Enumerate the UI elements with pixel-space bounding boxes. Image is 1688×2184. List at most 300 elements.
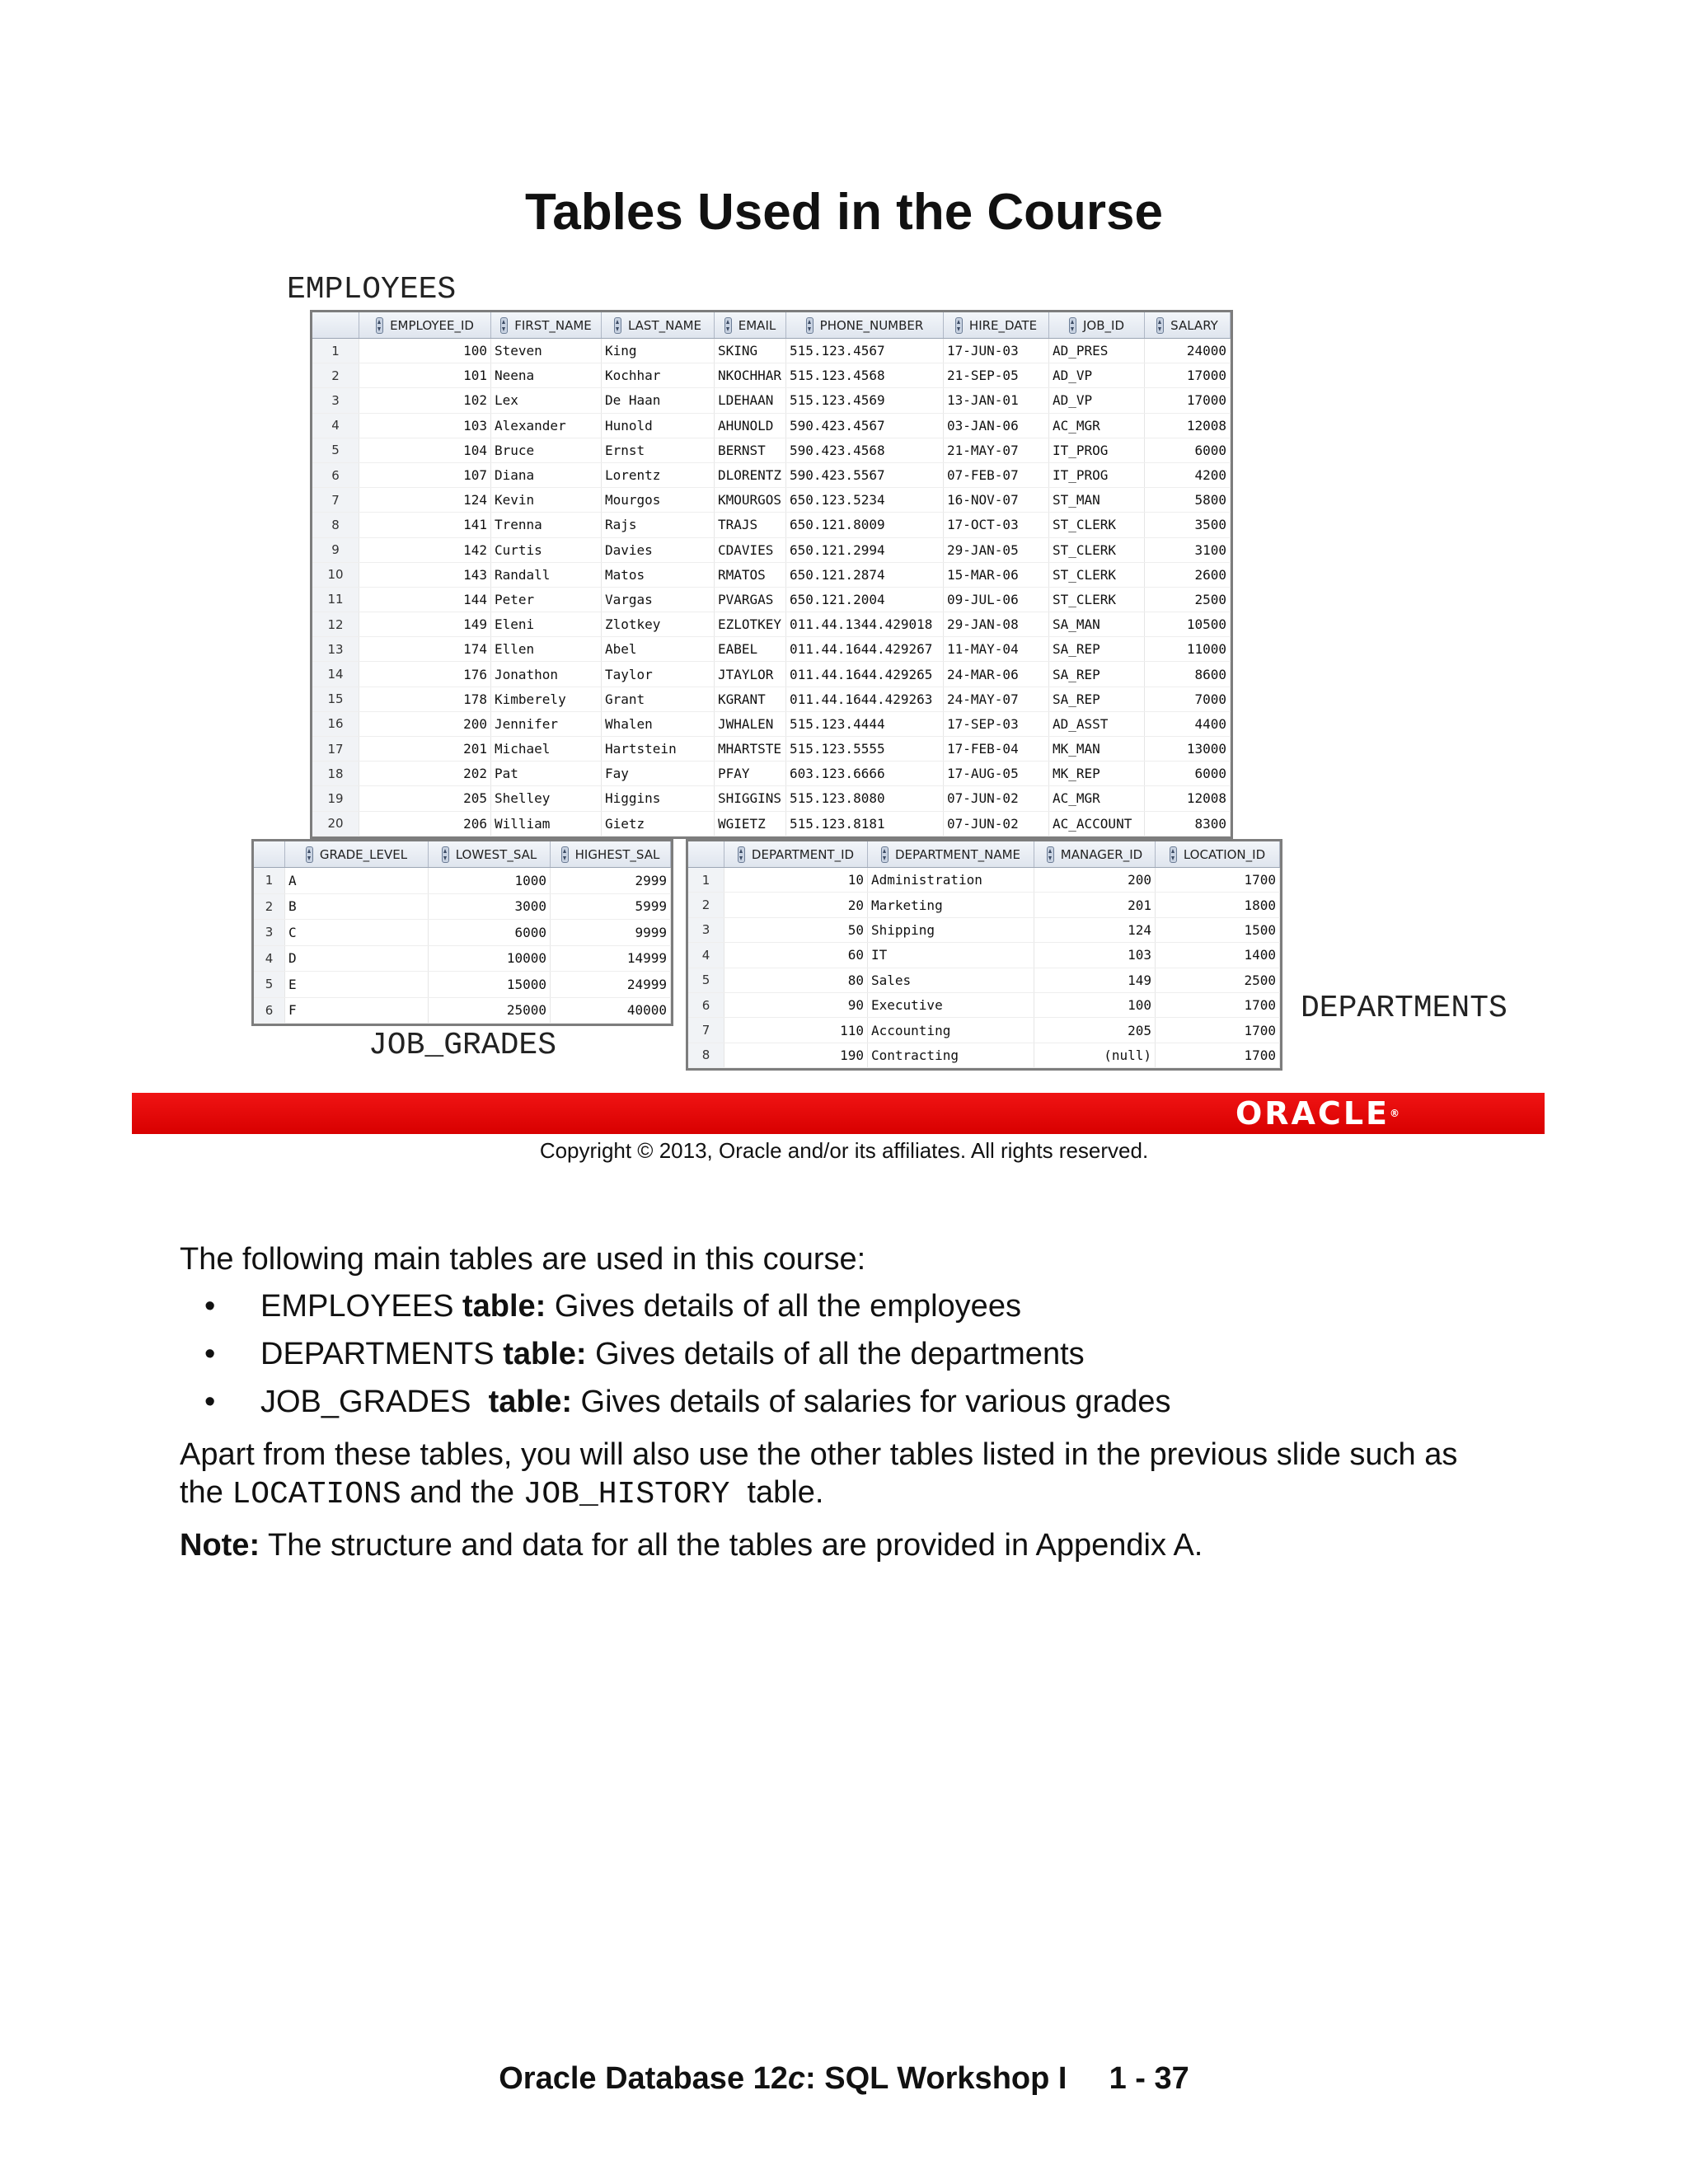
apart-text-b: and the [401,1475,523,1510]
bullet-code: DEPARTMENTS [260,1337,495,1371]
table-cell: 141 [359,513,491,537]
table-cell: 142 [359,538,491,562]
table-cell: 10500 [1145,612,1231,636]
bullet-text: Gives details of all the employees [546,1289,1021,1324]
table-cell: 201 [359,737,491,761]
table-cell: Whalen [602,712,715,736]
table-cell: 25000 [429,998,551,1024]
table-cell: 07-FEB-07 [944,463,1049,487]
row-number: 4 [312,414,359,438]
table-cell: 10 [724,868,868,892]
table-cell: NKOCHHAR [715,363,786,387]
table-cell: Trenna [491,513,602,537]
table-cell: AHUNOLD [715,414,786,438]
column-label: DEPARTMENT_NAME [894,846,1021,862]
row-number-header [688,841,724,867]
table-cell: 205 [1034,1018,1156,1042]
table-cell: Executive [868,993,1034,1017]
bullet-label: table: [480,1385,572,1419]
table-cell: Diana [491,463,602,487]
table-row[interactable] [688,918,1280,943]
table-cell: 21-SEP-05 [944,363,1049,387]
table-row[interactable] [312,737,1231,762]
table-cell: 144 [359,588,491,612]
table-cell: (null) [1034,1043,1156,1067]
sort-icon[interactable] [738,846,745,863]
table-cell: 650.123.5234 [786,488,944,512]
table-cell: 1700 [1156,868,1280,892]
table-cell: 107 [359,463,491,487]
row-number: 6 [254,998,285,1024]
table-cell: 650.121.2004 [786,588,944,612]
row-number: 2 [312,363,359,387]
bullet-dot: • [204,1385,216,1419]
table-cell: 143 [359,563,491,587]
table-cell: TRAJS [715,513,786,537]
table-cell: 07-JUN-02 [944,786,1049,810]
table-cell: AC_MGR [1049,414,1145,438]
table-cell: Pat [491,762,602,785]
column-header-department-id[interactable] [724,841,868,867]
table-cell: 3500 [1145,513,1231,537]
table-cell: ST_CLERK [1049,538,1145,562]
bullet-code: EMPLOYEES [260,1289,454,1324]
column-label: JOB_ID [1083,317,1124,333]
apart-text-c: table. [729,1475,824,1510]
row-number: 3 [312,388,359,412]
sort-icon[interactable] [724,317,732,334]
row-number: 9 [312,538,359,562]
table-cell: AD_ASST [1049,712,1145,736]
table-cell: 590.423.5567 [786,463,944,487]
table-cell: Higgins [602,786,715,810]
table-row[interactable] [312,438,1231,463]
row-number: 18 [312,762,359,785]
column-label: FIRST_NAME [514,317,592,333]
table-cell: Shipping [868,918,1034,942]
table-cell: 4200 [1145,463,1231,487]
table-cell: 590.423.4568 [786,438,944,462]
table-cell: PFAY [715,762,786,785]
column-header-manager-id[interactable] [1034,841,1156,867]
table-cell: William [491,812,602,836]
table-cell: Jennifer [491,712,602,736]
table-cell: 2500 [1156,968,1280,992]
table-cell: Davies [602,538,715,562]
column-label: EMAIL [738,317,776,333]
table-cell: 9999 [551,920,671,945]
table-row[interactable] [312,712,1231,737]
table-cell: 13000 [1145,737,1231,761]
table-cell: 104 [359,438,491,462]
table-row[interactable] [688,1018,1280,1043]
table-row[interactable] [312,637,1231,662]
column-label: EMPLOYEE_ID [390,317,474,333]
column-label: LAST_NAME [627,317,702,333]
table-row[interactable] [312,563,1231,588]
table-cell: Marketing [868,893,1034,916]
copyright-notice: Copyright © 2013, Oracle and/or its affiliates. All rights reserved. [539,1138,1149,1163]
table-row[interactable] [254,894,671,921]
table-cell: 176 [359,662,491,686]
row-number: 10 [312,563,359,587]
table-cell: EZLOTKEY [715,612,786,636]
table-cell: 29-JAN-05 [944,538,1049,562]
table-cell: Hunold [602,414,715,438]
sort-icon[interactable] [806,317,814,334]
table-cell: SKING [715,339,786,363]
table-cell: ST_CLERK [1049,513,1145,537]
column-label: HIGHEST_SAL [574,846,660,862]
table-cell: Kevin [491,488,602,512]
sort-icon[interactable] [881,846,889,863]
column-header-department-name[interactable] [868,841,1034,867]
table-cell: SA_REP [1049,662,1145,686]
table-cell: 24-MAY-07 [944,687,1049,711]
table-cell: Sales [868,968,1034,992]
table-cell: 103 [1034,943,1156,967]
header-row [254,841,671,868]
table-cell: 1000 [429,868,551,893]
row-number: 4 [254,946,285,972]
header-row [312,312,1231,339]
table-cell: Accounting [868,1018,1034,1042]
table-cell: AD_VP [1049,388,1145,412]
table-row[interactable] [312,488,1231,513]
column-label: DEPARTMENT_ID [751,846,855,862]
oracle-logo: ORACLE® [1235,1095,1400,1132]
table-cell: 100 [1034,993,1156,1017]
row-number: 14 [312,662,359,686]
table-cell: 12008 [1145,786,1231,810]
table-cell: Rajs [602,513,715,537]
table-cell: De Haan [602,388,715,412]
table-cell: 8600 [1145,662,1231,686]
row-number: 2 [254,894,285,920]
table-cell: 2999 [551,868,671,893]
bullet-dot: • [204,1289,216,1324]
column-label: MANAGER_ID [1060,846,1143,862]
table-cell: 6000 [1145,438,1231,462]
table-cell: C [285,920,429,945]
row-number: 3 [688,918,724,942]
table-row[interactable] [312,363,1231,388]
table-cell: King [602,339,715,363]
table-cell: 149 [359,612,491,636]
table-row[interactable] [312,414,1231,438]
oracle-banner [132,1093,1545,1134]
table-row[interactable] [312,339,1231,363]
table-cell: 50 [724,918,868,942]
table-cell: 10000 [429,946,551,972]
table-cell: 14999 [551,946,671,972]
row-number-header [254,841,285,867]
column-header-job-id[interactable] [1049,312,1145,338]
row-number: 7 [688,1018,724,1042]
sort-icon[interactable] [500,317,508,334]
notes-apart-paragraph [180,1436,1548,1514]
note-paragraph [180,1526,1548,1564]
table-cell: Administration [868,868,1034,892]
column-header-employee-id[interactable] [359,312,491,338]
table-cell: 24999 [551,972,671,997]
table-row[interactable] [688,968,1280,993]
sort-icon[interactable] [561,846,569,863]
table-cell: 650.121.2994 [786,538,944,562]
table-cell: 80 [724,968,868,992]
table-row[interactable] [312,812,1231,837]
table-cell: RMATOS [715,563,786,587]
column-label: LOWEST_SAL [455,846,537,862]
table-row[interactable] [312,588,1231,612]
table-cell: 07-JUN-02 [944,812,1049,836]
table-row[interactable] [312,786,1231,811]
row-number-header [312,312,359,338]
table-row[interactable] [254,920,671,946]
sort-icon[interactable] [1170,846,1177,863]
table-cell: 24000 [1145,339,1231,363]
sort-icon[interactable] [442,846,449,863]
table-cell: 16-NOV-07 [944,488,1049,512]
table-cell: 03-JAN-06 [944,414,1049,438]
table-cell: 102 [359,388,491,412]
table-cell: SA_REP [1049,687,1145,711]
table-cell: 1400 [1156,943,1280,967]
table-cell: 11-MAY-04 [944,637,1049,661]
table-cell: Eleni [491,612,602,636]
table-cell: 190 [724,1043,868,1067]
apart-text-a: the [180,1475,232,1510]
row-number: 5 [254,972,285,997]
table-cell: IT_PROG [1049,438,1145,462]
table-cell: 21-MAY-07 [944,438,1049,462]
table-cell: E [285,972,429,997]
table-cell: 011.44.1344.429018 [786,612,944,636]
row-number: 17 [312,737,359,761]
table-cell: 6000 [429,920,551,945]
column-label: LOCATION_ID [1183,846,1266,862]
bullet-text: Gives details of all the departments [586,1337,1085,1371]
table-cell: 1500 [1156,918,1280,942]
table-cell: 174 [359,637,491,661]
table-cell: F [285,998,429,1024]
row-number: 12 [312,612,359,636]
row-number: 6 [312,463,359,487]
table-cell: 178 [359,687,491,711]
table-cell: IT [868,943,1034,967]
table-cell: Curtis [491,538,602,562]
table-cell: 17-FEB-04 [944,737,1049,761]
note-text: The structure and data for all the tables are provided in Appendix A. [260,1528,1203,1563]
table-cell: 1800 [1156,893,1280,916]
column-header-phone-number[interactable] [786,312,944,338]
table-cell: 100 [359,339,491,363]
row-number: 11 [312,588,359,612]
table-cell: 590.423.4567 [786,414,944,438]
table-cell: EABEL [715,637,786,661]
table-cell: 515.123.4444 [786,712,944,736]
column-header-first-name[interactable] [491,312,602,338]
column-header-highest-sal[interactable] [551,841,671,867]
table-cell: Contracting [868,1043,1034,1067]
table-cell: 09-JUL-06 [944,588,1049,612]
table-cell: Kochhar [602,363,715,387]
table-row[interactable] [312,612,1231,637]
table-cell: 40000 [551,998,671,1024]
table-row[interactable] [688,893,1280,917]
table-cell: 011.44.1644.429265 [786,662,944,686]
table-cell: 011.44.1644.429263 [786,687,944,711]
sort-icon[interactable] [1069,317,1076,334]
table-cell: Fay [602,762,715,785]
column-header-email[interactable] [715,312,786,338]
table-cell: B [285,894,429,920]
table-row[interactable] [688,993,1280,1018]
table-cell: 17-OCT-03 [944,513,1049,537]
table-row[interactable] [312,762,1231,786]
table-row[interactable] [312,662,1231,687]
table-cell: Lex [491,388,602,412]
table-cell: 5800 [1145,488,1231,512]
table-cell: 603.123.6666 [786,762,944,785]
row-number: 15 [312,687,359,711]
table-cell: 515.123.8181 [786,812,944,836]
table-cell: Abel [602,637,715,661]
departments-caption: DEPARTMENTS [1301,991,1507,1026]
table-cell: Ellen [491,637,602,661]
table-cell: Michael [491,737,602,761]
column-header-grade-level[interactable] [285,841,429,867]
table-cell: 2600 [1145,563,1231,587]
table-cell: 5999 [551,894,671,920]
row-number: 5 [312,438,359,462]
table-row[interactable] [254,868,671,894]
column-header-salary[interactable] [1145,312,1231,338]
table-cell: ST_CLERK [1049,563,1145,587]
table-cell: D [285,946,429,972]
column-header-last-name[interactable] [602,312,715,338]
table-cell: 200 [359,712,491,736]
table-cell: 17-JUN-03 [944,339,1049,363]
table-cell: 110 [724,1018,868,1042]
sort-icon[interactable] [306,846,313,863]
table-row[interactable] [312,463,1231,488]
table-row[interactable] [312,687,1231,712]
table-cell: 650.121.2874 [786,563,944,587]
note-label: Note: [180,1528,260,1563]
table-cell: 90 [724,993,868,1017]
row-number: 8 [688,1043,724,1067]
table-row[interactable] [254,946,671,972]
footer-course: Oracle Database 12c: SQL Workshop I [499,2061,1067,2096]
column-label: GRADE_LEVEL [319,846,408,862]
table-cell: 1700 [1156,993,1280,1017]
table-cell: 650.121.8009 [786,513,944,537]
table-row[interactable] [312,388,1231,413]
table-cell: 4400 [1145,712,1231,736]
sort-icon[interactable] [955,317,963,334]
table-cell: 1700 [1156,1043,1280,1067]
table-cell: JWHALEN [715,712,786,736]
table-row[interactable] [688,1043,1280,1068]
table-cell: BERNST [715,438,786,462]
job-grades-caption: JOB_GRADES [368,1028,557,1063]
table-row[interactable] [312,513,1231,537]
row-number: 5 [688,968,724,992]
table-cell: MHARTSTE [715,737,786,761]
table-cell: 124 [359,488,491,512]
table-cell: Shelley [491,786,602,810]
row-number: 20 [312,812,359,836]
column-header-hire-date[interactable] [944,312,1049,338]
table-cell: 515.123.4568 [786,363,944,387]
row-number: 8 [312,513,359,537]
table-cell: 24-MAR-06 [944,662,1049,686]
table-cell: SA_REP [1049,637,1145,661]
table-cell: ST_MAN [1049,488,1145,512]
employees-caption: EMPLOYEES [287,272,457,307]
column-header-location-id[interactable] [1156,841,1280,867]
table-cell: 13-JAN-01 [944,388,1049,412]
table-cell: 206 [359,812,491,836]
sort-icon[interactable] [376,317,383,334]
table-cell: IT_PROG [1049,463,1145,487]
table-cell: Grant [602,687,715,711]
table-cell: KMOURGOS [715,488,786,512]
apart-line-1: Apart from these tables, you will also use the other tables listed in the previous slide such as [180,1437,1458,1472]
table-cell: Zlotkey [602,612,715,636]
row-number: 1 [688,868,724,892]
table-cell: 124 [1034,918,1156,942]
table-cell: 1700 [1156,1018,1280,1042]
sort-icon[interactable] [1156,317,1164,334]
table-cell: WGIETZ [715,812,786,836]
table-cell: 2500 [1145,588,1231,612]
page-number: 1 - 37 [1109,2061,1189,2096]
table-row[interactable] [254,972,671,998]
table-cell: MK_MAN [1049,737,1145,761]
table-cell: 205 [359,786,491,810]
sort-icon[interactable] [614,317,621,334]
table-cell: 29-JAN-08 [944,612,1049,636]
table-row[interactable] [688,943,1280,968]
table-cell: AC_MGR [1049,786,1145,810]
table-cell: Gietz [602,812,715,836]
row-number: 4 [688,943,724,967]
table-row[interactable] [312,538,1231,563]
table-row[interactable] [688,868,1280,893]
table-row[interactable] [254,998,671,1024]
departments-table [686,839,1282,1071]
table-cell: 101 [359,363,491,387]
sort-icon[interactable] [1047,846,1054,863]
row-number: 1 [254,868,285,893]
table-cell: AD_VP [1049,363,1145,387]
column-header-lowest-sal[interactable] [429,841,551,867]
column-label: SALARY [1170,317,1218,333]
table-cell: ST_CLERK [1049,588,1145,612]
table-cell: 011.44.1644.429267 [786,637,944,661]
table-cell: 201 [1034,893,1156,916]
table-cell: 17-AUG-05 [944,762,1049,785]
table-cell: AD_PRES [1049,339,1145,363]
table-cell: MK_REP [1049,762,1145,785]
table-cell: Lorentz [602,463,715,487]
table-cell: 60 [724,943,868,967]
bullet-label: table: [453,1289,546,1324]
table-cell: 200 [1034,868,1156,892]
table-cell: DLORENTZ [715,463,786,487]
